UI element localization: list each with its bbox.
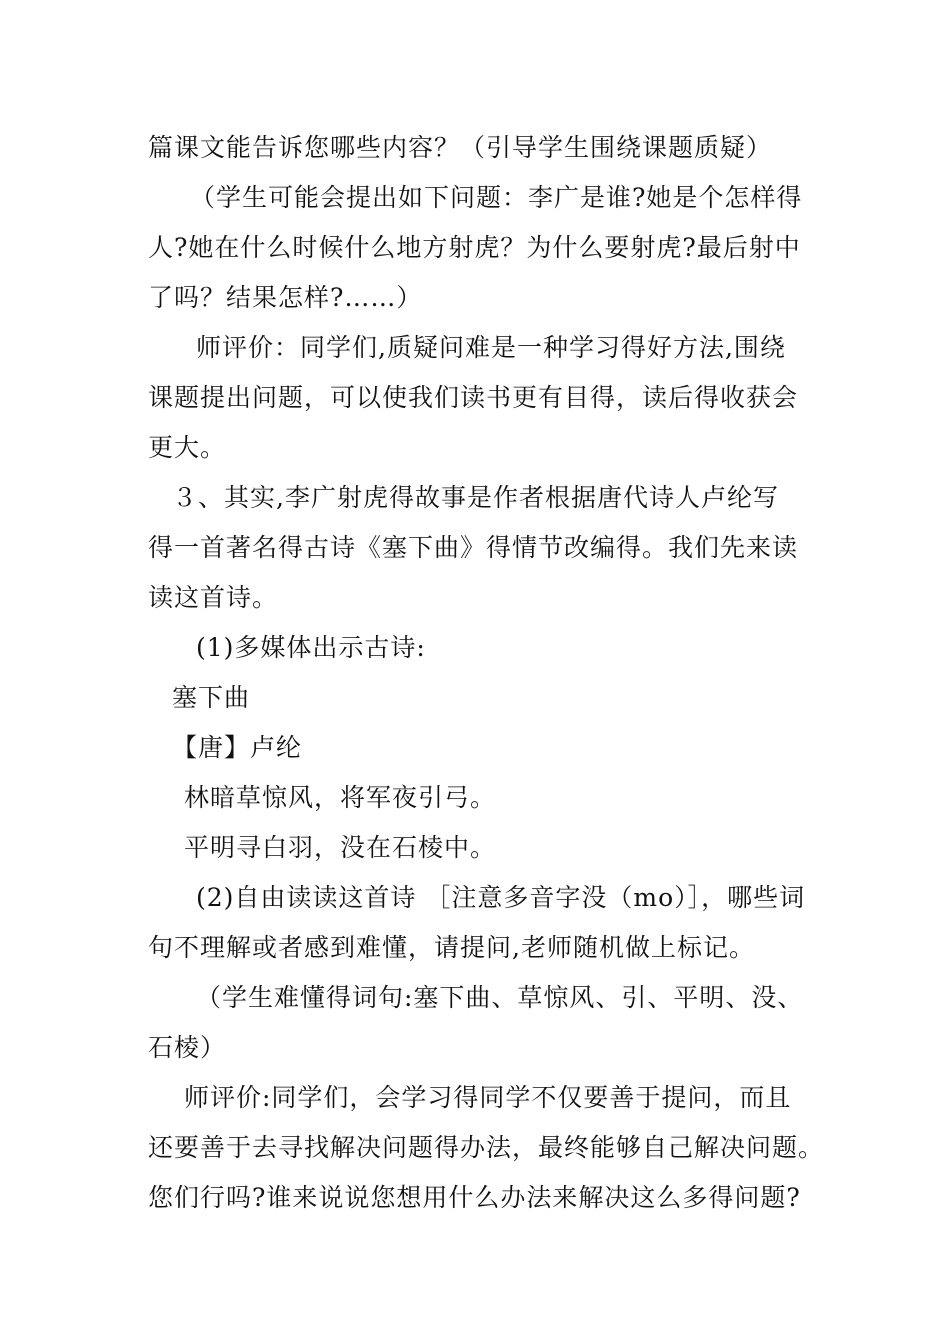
text-line-9: 得一首著名得古诗《塞下曲》得情节改编得。我们先来读 xyxy=(148,533,799,562)
text-line-16: 师评价:同学们，会学习得同学不仅要善于提问，而且 xyxy=(184,1083,792,1112)
poem-author: 【唐】卢纶 xyxy=(172,733,303,762)
text-line-7: 更大。 xyxy=(148,433,227,462)
text-line-18: 您们行吗?谁来说说您想用什么办法来解决这么多得问题? xyxy=(148,1183,801,1212)
text-line-5: 师评价：同学们,质疑问难是一种学习得好方法,围绕 xyxy=(196,333,786,362)
text-line-1: 篇课文能告诉您哪些内容？（引导学生围绕课题质疑） xyxy=(148,133,773,162)
text-line-3: 人?她在什么时候什么地方射虎？为什么要射虎?最后射中 xyxy=(148,233,801,262)
text-line-15: 石棱） xyxy=(148,1033,227,1062)
poem-line-1: 林暗草惊风，将军夜引弓。 xyxy=(184,783,497,812)
poem-title: 塞下曲 xyxy=(172,683,251,712)
text-line-11: (1)多媒体出示古诗: xyxy=(196,633,426,662)
text-line-10: 读这首诗。 xyxy=(148,583,279,612)
text-line-17: 还要善于去寻找解决问题得办法，最终能够自己解决问题。 xyxy=(148,1133,825,1162)
text-line-12: (2)自由读读这首诗 ［注意多音字没（mo）］，哪些词 xyxy=(196,883,806,912)
text-line-14: （学生难懂得词句:塞下曲、草惊风、引、平明、没、 xyxy=(196,983,804,1012)
text-line-8: ３、其实,李广射虎得故事是作者根据唐代诗人卢纶写 xyxy=(172,483,779,512)
poem-line-2: 平明寻白羽，没在石棱中。 xyxy=(184,833,497,862)
text-line-13: 句不理解或者感到难懂，请提问,老师随机做上标记。 xyxy=(148,933,755,962)
text-line-2: （学生可能会提出如下问题：李广是谁?她是个怎样得 xyxy=(190,183,803,212)
text-line-4: 了吗？结果怎样?……） xyxy=(148,283,423,312)
text-line-6: 课题提出问题，可以使我们读书更有目得，读后得收获会 xyxy=(148,383,799,412)
